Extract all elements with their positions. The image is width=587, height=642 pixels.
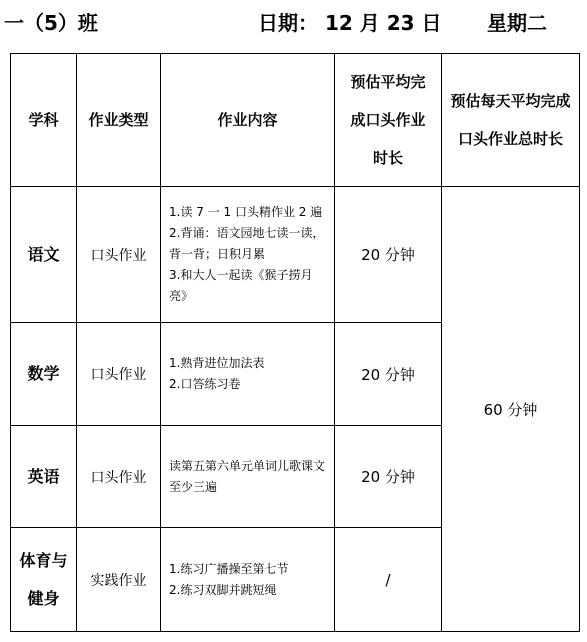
subject-cell xyxy=(11,187,77,323)
column-header-content xyxy=(161,54,335,187)
header-line: 作业类型 xyxy=(88,111,149,129)
subject-cell xyxy=(11,323,77,426)
header-line: 成口头作业 xyxy=(350,111,426,129)
subject-line: 健身 xyxy=(27,588,60,608)
content-text: 1.熟背进位加法表 2.口答练习卷 xyxy=(169,356,265,391)
type-cell: 口头作业 xyxy=(77,323,161,426)
content-cell xyxy=(161,426,335,528)
subject-line: 体育与 xyxy=(19,550,68,570)
header-line: 作业内容 xyxy=(217,111,278,129)
type-cell: 口头作业 xyxy=(77,426,161,528)
subject-line: 语文 xyxy=(27,244,60,264)
weekday-label: 星期二 xyxy=(487,11,547,35)
content-text: 读第五第六单元单词儿歌课文至少三遍 xyxy=(169,458,326,494)
content-text: 1.读 7 一 1 口头精作业 2 遍 2.背诵：语文园地七读一读，背一背；日积月累 3.和大人一起读《猴子捞月亮》 xyxy=(169,205,325,303)
column-header-total-time xyxy=(442,54,580,187)
subject-cell xyxy=(11,426,77,528)
subject-line: 数学 xyxy=(27,364,60,383)
type-cell: 实践作业 xyxy=(77,528,161,632)
content-text: 1.练习广播操至第七节 2.练习双脚并跳短绳 xyxy=(169,561,289,597)
time-cell: / xyxy=(335,528,442,632)
header-line: 时长 xyxy=(372,149,403,167)
table-row xyxy=(11,187,580,323)
header-line: 预估平均完 xyxy=(350,73,426,91)
homework-table xyxy=(10,53,580,632)
subject-cell xyxy=(11,528,77,632)
subject-line: 英语 xyxy=(27,466,60,486)
total-time-cell: 60 分钟 xyxy=(442,187,580,632)
column-header-avg-time xyxy=(335,54,442,187)
content-cell xyxy=(161,187,335,323)
time-cell: 20 分钟 xyxy=(335,426,442,528)
header-row xyxy=(11,54,580,187)
header-line: 预估每天平均完成 xyxy=(450,92,571,110)
column-header-type xyxy=(77,54,161,187)
column-header-subject xyxy=(11,54,77,187)
content-cell xyxy=(161,323,335,426)
content-cell xyxy=(161,528,335,632)
time-cell: 20 分钟 xyxy=(335,187,442,323)
date-label: 日期： 12 月 23 日 xyxy=(258,11,442,35)
header-line: 学科 xyxy=(28,111,59,129)
class-name: 一（5）班 xyxy=(4,11,98,35)
header-line: 口头作业总时长 xyxy=(457,130,563,148)
time-cell: 20 分钟 xyxy=(335,323,442,426)
type-cell: 口头作业 xyxy=(77,187,161,323)
